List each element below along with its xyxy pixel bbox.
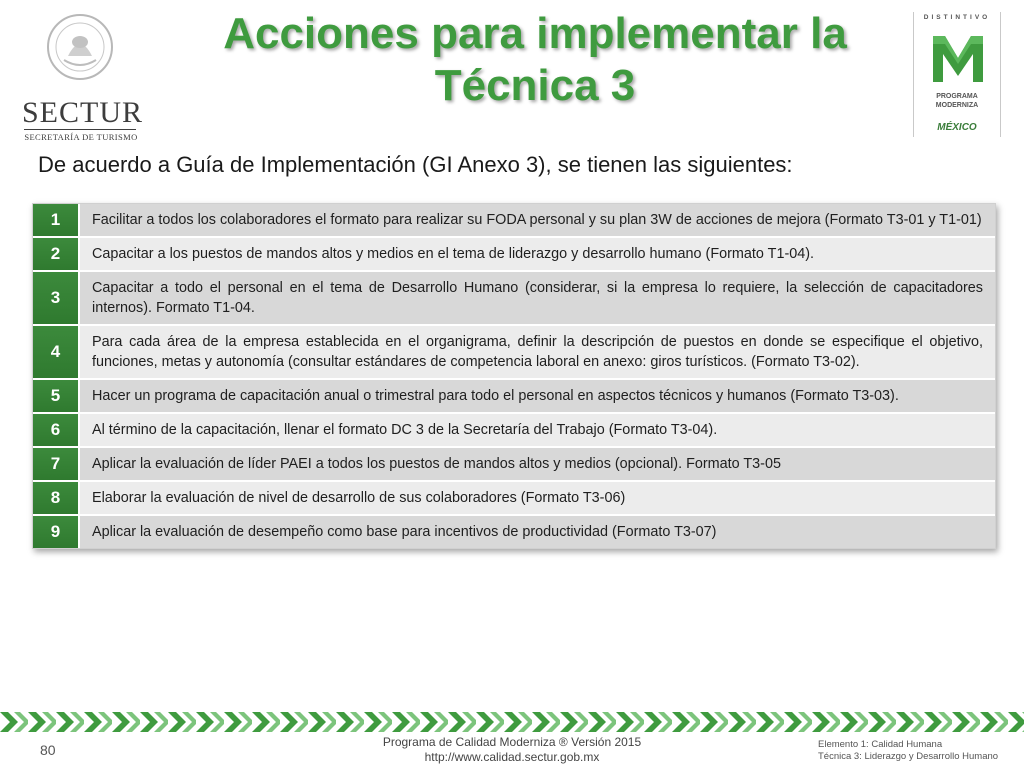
footer-technique: Técnica 3: Liderazgo y Desarrollo Humano <box>818 751 999 762</box>
row-text: Hacer un programa de capacitación anual o trimestral para todo el personal en aspectos técnicos y humanos (Formato T3-03). <box>80 380 995 412</box>
row-text: Facilitar a todos los colaboradores el formato para realizar su FODA personal y su plan 3W de acciones de mejora (Formato T3-01 y T1-01) <box>80 204 995 236</box>
row-number: 5 <box>33 380 80 412</box>
footer-program-version: Programa de Calidad Moderniza ® Versión 2015 <box>382 735 642 749</box>
table-row <box>33 516 995 548</box>
footer-program-info <box>312 735 712 765</box>
footer-element-info <box>818 739 1018 763</box>
row-number: 4 <box>33 326 80 378</box>
row-text: Capacitar a los puestos de mandos altos y medios en el tema de liderazgo y desarrollo humano (Formato T1-04). <box>80 238 995 270</box>
slide-title <box>170 8 900 112</box>
page-number: 80 <box>40 742 56 758</box>
table-row <box>33 448 995 482</box>
row-number: 7 <box>33 448 80 480</box>
sectur-logo <box>10 8 144 142</box>
title-line-1: Acciones para implementar la <box>223 9 847 58</box>
sectur-subtitle: SECRETARÍA DE TURISMO <box>24 132 138 142</box>
table-row <box>33 272 995 326</box>
table-row <box>33 204 995 238</box>
programa-moderniza-label <box>914 92 1000 110</box>
logo-divider <box>24 129 136 130</box>
row-text: Para cada área de la empresa establecida en el organigrama, definir la descripción de puestos en donde se especifique el objetivo, funciones, metas y autonomía (consultar estándares de competencia laboral en anexo: giros turísticos. (Formato T3-02). <box>80 326 995 378</box>
row-number: 2 <box>33 238 80 270</box>
coat-of-arms-seal-icon <box>46 12 114 82</box>
row-number: 3 <box>33 272 80 324</box>
row-number: 1 <box>33 204 80 236</box>
row-text: Capacitar a todo el personal en el tema de Desarrollo Humano (considerar, si la empresa lo requiere, la selección de capacitadores internos). Formato T1-04. <box>80 272 995 324</box>
table-row <box>33 238 995 272</box>
moderniza-line: MODERNIZA <box>935 102 979 109</box>
table-row <box>33 482 995 516</box>
table-row <box>33 326 995 380</box>
table-row <box>33 380 995 414</box>
intro-text: De acuerdo a Guía de Implementación (GI Anexo 3), se tienen las siguientes: <box>38 152 793 177</box>
sectur-wordmark: SECTUR <box>22 96 144 129</box>
row-number: 6 <box>33 414 80 446</box>
table-row <box>33 414 995 448</box>
moderniza-logo <box>913 12 1001 137</box>
row-text: Al término de la capacitación, llenar el formato DC 3 de la Secretaría del Trabajo (Formato T3-04). <box>80 414 995 446</box>
title-line-2: Técnica 3 <box>434 61 636 110</box>
distintivo-label: DISTINTIVO <box>923 14 991 21</box>
decorative-chevron-band <box>0 712 1024 732</box>
row-number: 8 <box>33 482 80 514</box>
row-text: Aplicar la evaluación de desempeño como base para incentivos de productividad (Formato T3-07) <box>80 516 995 548</box>
programa-line: PROGRAMA <box>936 93 978 100</box>
row-text: Aplicar la evaluación de líder PAEI a todos los puestos de mandos altos y medios (opcional). Formato T3-05 <box>80 448 995 480</box>
row-text: Elaborar la evaluación de nivel de desarrollo de sus colaboradores (Formato T3-06) <box>80 482 995 514</box>
actions-table <box>32 203 996 549</box>
footer-url[interactable]: http://www.calidad.sectur.gob.mx <box>424 750 600 764</box>
moderniza-m-icon <box>931 32 985 84</box>
mexico-label: MÉXICO <box>937 122 977 133</box>
footer-element: Elemento 1: Calidad Humana <box>818 739 943 750</box>
row-number: 9 <box>33 516 80 548</box>
